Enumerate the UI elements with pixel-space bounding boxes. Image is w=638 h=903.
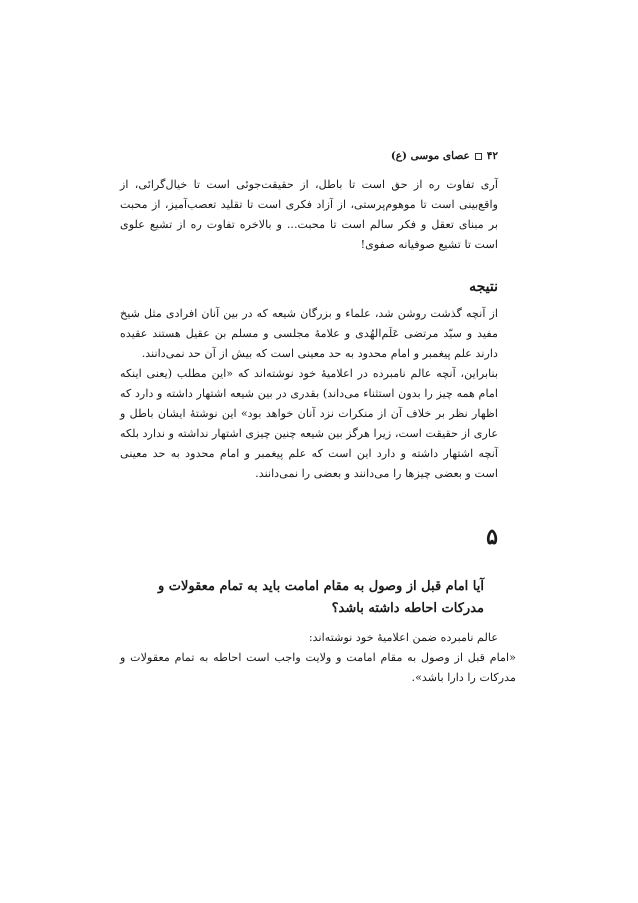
quote-lead-in: عالم نامبرده ضمن اعلامیهٔ خود نوشته‌اند:	[308, 631, 498, 644]
quote-text: «امام قبل از وصول به مقام امامت و ولایت واجب است احاطه به تمام معقولات و مدرکات را دارا باشد».	[120, 651, 516, 684]
running-header	[120, 148, 498, 164]
intro-paragraph: آری تفاوت ره از حق است تا باطل، از حقیقت‌جوئی است تا خیال‌گرائی، از واقع‌بینی است تا موهوم‌پرستی، از آزاد فکری است تا تقلید تعصب‌آمیز، از محبت بر مبنای تعقل و فکر سالم است تا محبت... و بالاخره تفاوت ره از تشیع علوی است تا تشیع صوفیانه صفوی!	[120, 178, 498, 251]
section-heading-conclusion: نتیجه	[469, 279, 498, 295]
book-page	[120, 148, 516, 688]
conclusion-paragraph-1: از آنچه گذشت روشن شد، علماء و بزرگان شیعه که در بین آنان افرادی مثل شیخ مفید و سیّد مرتضی عَلَم‌الهُدی و علامهٔ مجلسی و مسلم بن عقیل هستند عقیده دارند علم پیغمبر و امام محدود به حد معینی است که بیش از آن حد نمی‌دانند.	[120, 307, 498, 360]
running-title: عصای موسی (ع)	[390, 150, 470, 162]
page-number: ۴۲	[486, 150, 498, 162]
chapter-question: آیا امام قبل از وصول به مقام امامت باید به تمام معقولات و مدرکات احاطه داشته باشد؟	[157, 579, 484, 616]
header-separator-icon	[475, 153, 482, 160]
chapter-number: ۵	[486, 524, 498, 550]
conclusion-paragraph-2: بنابراین، آنچه عالم نامبرده در اعلامیهٔ خود نوشته‌اند که «این مطلب (یعنی اینکه امام همه چیز را بدون استثناء می‌داند) بقدری در بین شیعه اشتهار داشته و دارد که اظهار نظر بر خلاف آن از منکرات نزد آنان خواهد بود» این نوشتهٔ ایشان باطل و عاری از حقیقت است، زیرا هرگز بین شیعه چنین چیزی اشتهار نداشته و ندارد بلکه آنچه اشتهار داشته و دارد این است که علم پیغمبر و امام محدود به حد معینی است و بعضی چیزها را می‌دانند و بعضی را نمی‌دانند.	[120, 367, 498, 480]
